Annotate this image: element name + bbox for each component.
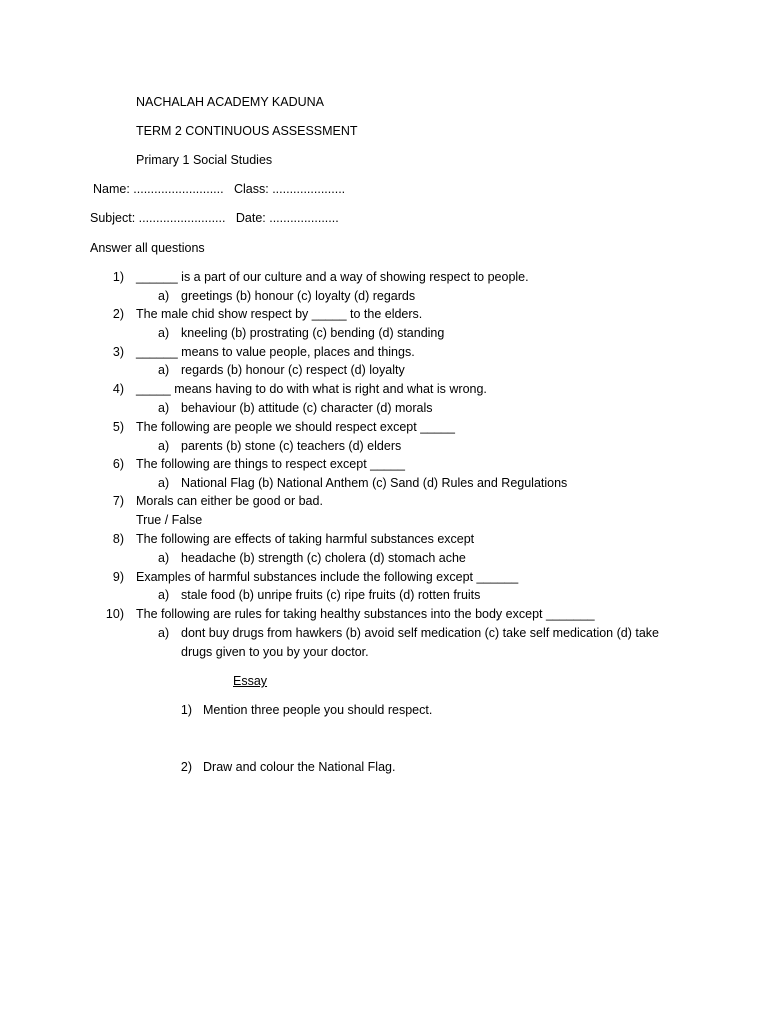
- question-number: 8): [112, 532, 124, 546]
- option-label: a): [158, 326, 170, 340]
- question-text: The following are rules for taking healthy substances into the body except _______: [136, 607, 595, 621]
- option-label: a): [158, 626, 170, 640]
- question-options: behaviour (b) attitude (c) character (d) morals: [181, 401, 433, 415]
- question-text: Morals can either be good or bad.: [136, 494, 323, 508]
- option-label: a): [158, 289, 170, 303]
- question-text: _____ means having to do with what is right and what is wrong.: [136, 382, 487, 396]
- school-name: NACHALAH ACADEMY KADUNA: [136, 95, 325, 109]
- question-number: 2): [112, 307, 124, 321]
- question-text: The following are effects of taking harmful substances except: [136, 532, 475, 546]
- question-number: 7): [112, 494, 124, 508]
- option-label: a): [158, 363, 170, 377]
- question-number: 6): [112, 457, 124, 471]
- essay-heading: Essay: [233, 674, 268, 688]
- option-label: a): [158, 588, 170, 602]
- question-number: 9): [112, 570, 124, 584]
- true-false-options: True / False: [136, 513, 203, 527]
- question-options: National Flag (b) National Anthem (c) Sand (d) Rules and Regulations: [181, 476, 568, 490]
- question-text: The following are people we should respect except _____: [136, 420, 455, 434]
- question-text: ______ is a part of our culture and a way of showing respect to people.: [136, 270, 529, 284]
- option-label: a): [158, 439, 170, 453]
- question-text: Examples of harmful substances include the following except ______: [136, 570, 519, 584]
- essay-question-1: Mention three people you should respect.: [203, 703, 433, 717]
- name-class-line: Name: .......................... Class: .....................: [93, 182, 346, 196]
- question-text: ______ means to value people, places and things.: [136, 345, 415, 359]
- essay-number: 1): [180, 703, 192, 717]
- question-number: 3): [112, 345, 124, 359]
- question-options: stale food (b) unripe fruits (c) ripe fruits (d) rotten fruits: [181, 588, 481, 602]
- question-number: 10): [105, 607, 124, 621]
- question-number: 4): [112, 382, 124, 396]
- option-label: a): [158, 401, 170, 415]
- question-number: 1): [112, 270, 124, 284]
- question-options: kneeling (b) prostrating (c) bending (d) standing: [181, 326, 445, 340]
- essay-number: 2): [180, 760, 192, 774]
- essay-question-2: Draw and colour the National Flag.: [203, 760, 396, 774]
- assessment-title: TERM 2 CONTINUOUS ASSESSMENT: [136, 124, 358, 138]
- question-number: 5): [112, 420, 124, 434]
- option-label: a): [158, 476, 170, 490]
- option-label: a): [158, 551, 170, 565]
- instruction: Answer all questions: [90, 241, 205, 255]
- question-options: dont buy drugs from hawkers (b) avoid self medication (c) take self medication (d) take: [181, 626, 659, 640]
- question-options-continued: drugs given to you by your doctor.: [181, 645, 369, 659]
- class-subject-title: Primary 1 Social Studies: [136, 153, 273, 167]
- question-options: headache (b) strength (c) cholera (d) stomach ache: [181, 551, 466, 565]
- subject-date-line: Subject: ......................... Date: ....................: [90, 211, 339, 225]
- question-text: The following are things to respect except _____: [136, 457, 405, 471]
- question-options: greetings (b) honour (c) loyalty (d) regards: [181, 289, 416, 303]
- question-options: regards (b) honour (c) respect (d) loyalty: [181, 363, 405, 377]
- question-text: The male chid show respect by _____ to the elders.: [136, 307, 423, 321]
- question-options: parents (b) stone (c) teachers (d) elders: [181, 439, 402, 453]
